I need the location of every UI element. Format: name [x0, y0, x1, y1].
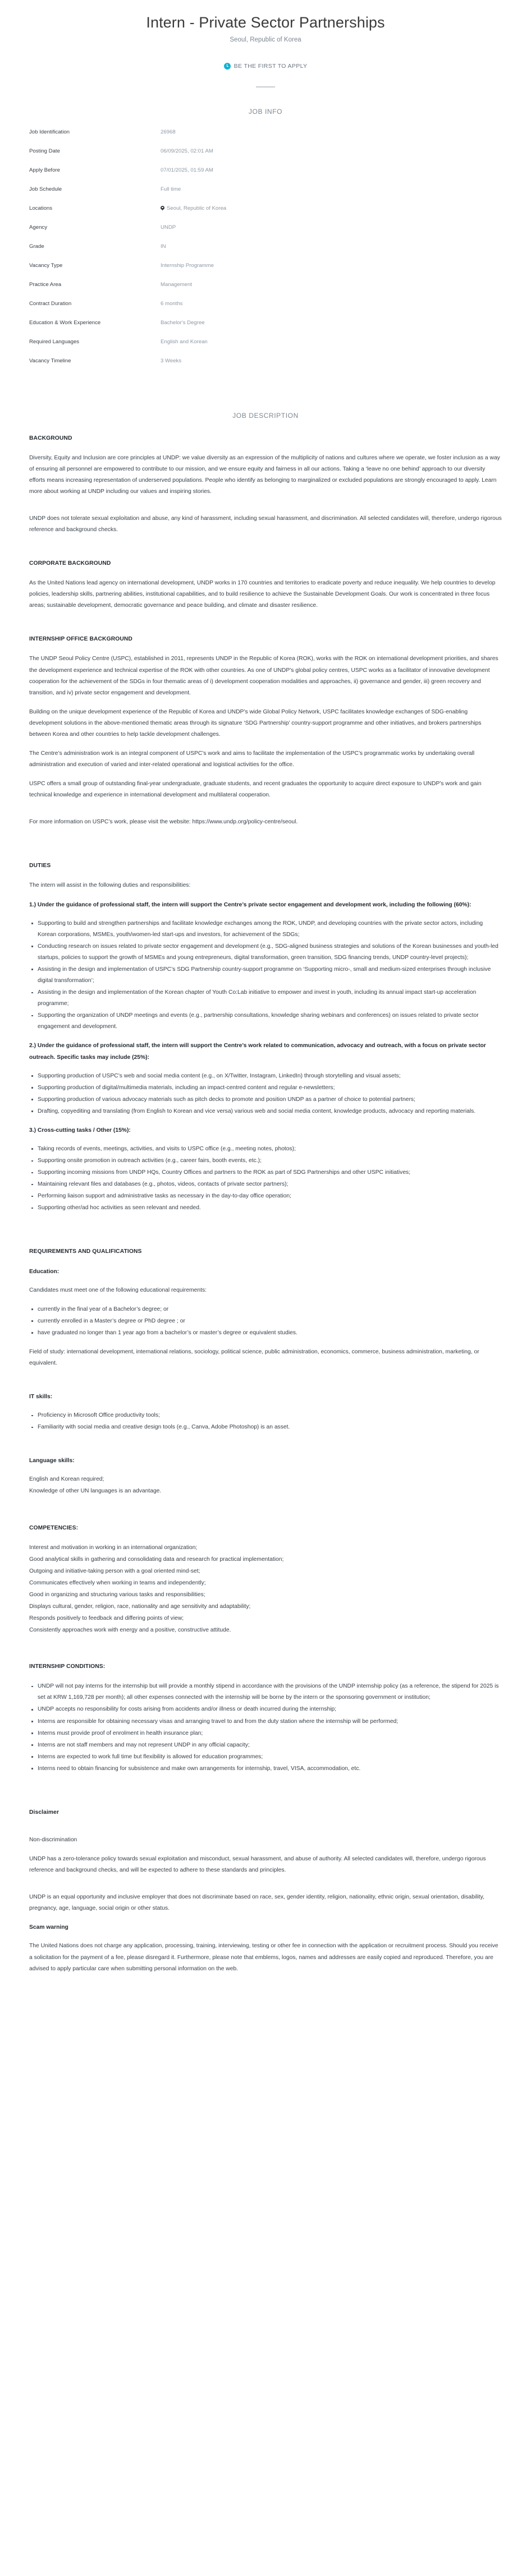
- job-info-label: Practice Area: [29, 281, 62, 288]
- internship-office-background-heading: INTERNSHIP OFFICE BACKGROUND: [29, 636, 132, 643]
- spacer: [29, 809, 502, 817]
- language-skills-line: Knowledge of other UN languages is an advantage.: [29, 1488, 162, 1495]
- job-info-value: English and Korean: [161, 338, 208, 345]
- job-info-value: IN: [161, 243, 166, 250]
- duties-heading: DUTIES: [29, 863, 51, 869]
- competencies-heading: COMPETENCIES:: [29, 1524, 79, 1531]
- duties-group-3-lead: 3.) Cross-cutting tasks / Other (15%):: [29, 1127, 131, 1133]
- internship-office-website-paragraph: For more information on USPC’s work, please visit the website: https://www.undp.org/policy-centre/seoul.: [29, 819, 298, 826]
- requirements-heading: REQUIREMENTS AND QUALIFICATIONS: [29, 1248, 142, 1255]
- internship-conditions-heading: INTERNSHIP CONDITIONS:: [29, 1663, 106, 1670]
- job-info-value: Bachelor's Degree: [161, 319, 205, 326]
- table-row: [29, 167, 502, 174]
- job-info-label: Education & Work Experience: [29, 319, 101, 326]
- spacer: [29, 1884, 502, 1892]
- job-info-heading: JOB INFO: [248, 107, 283, 116]
- competency-line: Interest and motivation in working in an international organization;: [29, 1544, 198, 1551]
- job-info-value: UNDP: [161, 224, 176, 231]
- background-heading: BACKGROUND: [29, 435, 72, 441]
- list-item: Assisting in the design and implementation of the Korean chapter of Youth Co:Lab initiative to empower and invest in youth, including its annual impact start-up acceleration programme;: [38, 987, 502, 1010]
- table-row: [29, 301, 502, 307]
- spacer: [29, 1827, 502, 1835]
- list-item: Drafting, copyediting and translating (from English to Korean and vice versa) various web and social media content, knowledge products, advocacy and reporting materials.: [38, 1106, 502, 1117]
- list-item: Supporting production of various advocacy materials such as pitch decks to promote and position UNDP as a partner of choice to potential partners;: [38, 1094, 502, 1105]
- list-item: Performing liaison support and administrative tasks as necessary in the day-to-day office operation;: [38, 1191, 502, 1202]
- competency-line: Displays cultural, gender, religion, race, nationality and age sensitivity and adaptability;: [29, 1603, 251, 1610]
- it-skills-list: [29, 1410, 502, 1433]
- job-info-label: Apply Before: [29, 167, 60, 173]
- hero-section: [0, 8, 531, 87]
- list-item: Interns are not staff members and may not represent UNDP in any official capacity;: [38, 1740, 502, 1751]
- job-info-value: Full time: [161, 186, 181, 192]
- spacer: [29, 1441, 502, 1455]
- duties-group-3-list: [29, 1144, 502, 1214]
- internship-office-paragraph: The UNDP Seoul Policy Centre (USPC), established in 2011, represents UNDP in the Republic of Korea (ROK), works with the ROK on international development priorities, and shares the development experience and technical expertise of the ROK with other countries. As one of UNDP’s global policy centres, USPC works as a facilitator of innovative development cooperation for the achievement of the SDGs in four thematic areas of i) development cooperation modalities and approaches, ii) governance and gender, iii) green recovery and transition, and iv) private sector engagement and development.: [29, 656, 498, 696]
- table-row: [29, 186, 502, 193]
- spacer: [29, 1222, 502, 1246]
- list-item: Supporting onsite promotion in outreach activities (e.g., career fairs, booth events, etc.);: [38, 1155, 502, 1167]
- internship-office-paragraph: USPC offers a small group of outstanding final-year undergraduate, graduate students, and recent graduates the opportunity to acquire direct exposure to UNDP’s work and gain technical knowledge and experience in international development and multilateral cooperation.: [29, 781, 482, 799]
- spacer: [29, 505, 502, 513]
- table-row: [29, 148, 502, 155]
- list-item: Interns must provide proof of enrolment in health insurance plan;: [38, 1728, 502, 1739]
- competency-line: Outgoing and initiative-taking person with a goal oriented mind-set;: [29, 1568, 200, 1574]
- job-info-value: 26968: [161, 128, 176, 135]
- spacer: [29, 836, 502, 860]
- background-paragraph: UNDP does not tolerate sexual exploitation and abuse, any kind of harassment, including sexual harassment, and discrimination. All selected candidates will, therefore, undergo rigorous reference and background checks.: [29, 515, 502, 533]
- competency-line: Communicates effectively when working in teams and independently;: [29, 1579, 206, 1586]
- list-item: Assisting in the design and implementation of USPC’s SDG Partnership country-support programme on ‘Supporting micro-, small and medium-sized enterprises through inclusive digital transformation’;: [38, 964, 502, 987]
- duties-group-2-lead: 2.) Under the guidance of professional staff, the intern will support the Centre’s work related to communication, advocacy and outreach, with a focus on private sector outreach. Specific tasks may include (25%):: [29, 1043, 486, 1061]
- internship-office-paragraph: Building on the unique development experience of the Republic of Korea and UNDP’s wide Global Policy Network, USPC facilitates knowledge exchanges of SDG-enabling development solutions in the above-mentioned thematic areas through its signature ‘SDG Partnership’ country-support programme and other initiatives, and brokers partnerships between Korea and other countries to help tackle development challenges.: [29, 708, 482, 738]
- it-skills-heading: IT skills:: [29, 1394, 53, 1400]
- table-row: [29, 224, 502, 231]
- spacer: [29, 543, 502, 558]
- list-item: Conducting research on issues related to private sector engagement and development (e.g., SDG-aligned business strategies and solutions of the Korean businesses and youth-led startups, policies to support the growth of MSMEs and young entrepreneurs, digital transformation, green transition, SDG financing trends, UNDP country-level projects);: [38, 941, 502, 964]
- disclaimer-heading: Disclaimer: [29, 1809, 59, 1815]
- list-item: Supporting production of USPC’s web and social media content (e.g., on X/Twitter, Instagram, LinkedIn) through storytelling and visual assets;: [38, 1071, 502, 1082]
- competency-line: Good in organizing and structuring various tasks and responsibilities;: [29, 1591, 205, 1598]
- list-item: Supporting to build and strengthen partnerships and facilitate knowledge exchanges among the ROK, UNDP, and developing countries with the private sector actors, including Korean corporations, MSMEs, youth/women-led start-ups and investors, for achievement of the SDGs;: [38, 918, 502, 941]
- hero-divider: [256, 86, 275, 87]
- spacer: [0, 377, 531, 412]
- job-info-label: Contract Duration: [29, 300, 72, 307]
- duties-group-2-list: [29, 1071, 502, 1117]
- job-info-label: Posting Date: [29, 148, 60, 154]
- list-item: currently in the final year of a Bachelor’s degree; or: [38, 1304, 502, 1315]
- list-item: Interns are responsible for obtaining necessary visas and arranging travel to and from the duty station where the internship will be performed;: [38, 1716, 502, 1727]
- spacer: [29, 1637, 502, 1661]
- list-item: Supporting production of digital/multimedia materials, including an impact-centred content and regular e-newsletters;: [38, 1082, 502, 1094]
- table-row: [29, 129, 502, 136]
- table-row: [29, 320, 502, 326]
- job-info-value: Seoul, Republic of Korea: [167, 205, 227, 211]
- non-discrimination-paragraph: UNDP is an equal opportunity and inclusive employer that does not discriminate based on race, sex, gender identity, religion, nationality, ethnic origin, sexual orientation, disability, pregnancy, age, language, social origin or other status.: [29, 1894, 484, 1912]
- duties-group-1-list: [29, 918, 502, 1033]
- list-item: Supporting other/ad hoc activities as seen relevant and needed.: [38, 1202, 502, 1214]
- job-info-value: 6 months: [161, 300, 183, 307]
- non-discrimination-paragraph: UNDP has a zero-tolerance policy towards sexual exploitation and misconduct, sexual harassment, and abuse of authority. All selected candidates will, therefore, undergo rigorous reference and background checks, and will be expected to adhere to these standards and principles.: [29, 1856, 486, 1874]
- background-paragraph: Diversity, Equity and Inclusion are core principles at UNDP: we value diversity as an expression of the multiplicity of nations and cultures where we operate, we foster inclusion as a way of ensuring all personnel are empowered to contribute to our mission, and we ensure equity and fairness in all our actions. Taking a ‘leave no one behind’ approach to our diversity efforts means increasing representation of underserved populations. People who identify as belonging to marginalized or excluded populations are strongly encouraged to apply. Learn more about working at UNDP including our values and inspiring stories.: [29, 454, 500, 495]
- internship-conditions-list: [29, 1681, 502, 1775]
- job-description-heading: JOB DESCRIPTION: [232, 411, 299, 420]
- competency-line: Good analytical skills in gathering and consolidating data and research for practical implementation;: [29, 1556, 284, 1563]
- table-row: [29, 243, 502, 250]
- job-info-value: 3 Weeks: [161, 357, 182, 364]
- job-info-label: Vacancy Timeline: [29, 357, 71, 364]
- internship-office-paragraph: The Centre’s administration work is an integral component of USPC’s work and aims to facilitate the implementation of the USPC’s programmatic works by undertaking overall administration and execution of varied and inter-related operational and logistical activities for the office.: [29, 750, 475, 768]
- job-info-label: Grade: [29, 243, 44, 250]
- table-row: [29, 262, 502, 269]
- language-skills-heading: Language skills:: [29, 1458, 75, 1464]
- education-heading: Education:: [29, 1268, 59, 1275]
- list-item: Taking records of events, meetings, activities, and visits to USPC office (e.g., meeting notes, photos);: [38, 1144, 502, 1155]
- language-skills-line: English and Korean required;: [29, 1476, 104, 1483]
- list-item: Interns need to obtain financing for subsistence and make own arrangements for internship, travel, VISA, accommodation, etc.: [38, 1763, 502, 1775]
- spacer: [29, 1782, 502, 1807]
- spacer: [29, 1983, 502, 1997]
- job-info-value: Internship Programme: [161, 262, 214, 269]
- job-info-value: Management: [161, 281, 192, 288]
- list-item: Supporting incoming missions from UNDP HQs, Country Offices and partners to the ROK as part of SDG Partnerships and other USPC initiatives;: [38, 1167, 502, 1178]
- job-info-label: Agency: [29, 224, 47, 231]
- clock-icon: [224, 63, 231, 70]
- list-item: have graduated no longer than 1 year ago from a bachelor’s or master’s degree or equivalent studies.: [38, 1328, 502, 1339]
- be-first-to-apply-badge: [224, 63, 308, 70]
- job-info-label: Locations: [29, 205, 53, 211]
- job-info-label: Job Schedule: [29, 186, 62, 192]
- list-item: Supporting the organization of UNDP meetings and events (e.g., partnership consultations, knowledge sharing webinars and conferences) on issues related to private sector engagement and development.: [38, 1010, 502, 1033]
- table-row: [29, 358, 502, 365]
- job-info-table: [0, 129, 531, 365]
- list-item: Maintaining relevant files and databases (e.g., photos, videos, contacts of private sector partners);: [38, 1179, 502, 1190]
- spacer: [29, 1498, 502, 1523]
- list-item: UNDP accepts no responsibility for costs arising from accidents and/or illness or death incurred during the internship;: [38, 1704, 502, 1715]
- spacer: [29, 619, 502, 634]
- list-item: Familiarity with social media and creative design tools (e.g., Canva, Adobe Photoshop) is an asset.: [38, 1422, 502, 1433]
- scam-warning-paragraph: The United Nations does not charge any application, processing, training, interviewing, testing or other fee in connection with the application or recruitment process. Should you receive a solicitation for the payment of a fee, please disregard it. Furthermore, please note that emblems, logos, names and addresses are easily copied and reproduced. Therefore, you are advised to apply particular care when submitting personal information on the web.: [29, 1943, 498, 1972]
- job-info-label: Required Languages: [29, 338, 80, 345]
- competencies-list: [29, 1542, 502, 1637]
- competency-line: Consistently approaches work with energy and a positive, constructive attitude.: [29, 1627, 231, 1634]
- education-list: [29, 1304, 502, 1339]
- be-first-to-apply-label: BE THE FIRST TO APPLY: [234, 62, 308, 70]
- list-item: Interns are expected to work full time but flexibility is allowed for education programmes;: [38, 1752, 502, 1763]
- spacer: [29, 1377, 502, 1391]
- corporate-background-heading: CORPORATE BACKGROUND: [29, 560, 111, 567]
- job-info-label: Job Identification: [29, 128, 70, 135]
- corporate-background-paragraph: As the United Nations lead agency on international development, UNDP works in 170 countries and territories to eradicate poverty and reduce inequality. We help countries to develop policies, leadership skills, partnering abilities, institutional capabilities, and to build resilience to achieve the Sustainable Development Goals. Our work is concentrated in three focus areas; sustainable development, democratic governance and peace building, and climate and disaster resilience.: [29, 580, 496, 609]
- table-row: [29, 339, 502, 345]
- scam-warning-heading: Scam warning: [29, 1924, 68, 1931]
- page-title: Intern - Private Sector Partnerships: [146, 14, 385, 31]
- non-discrimination-heading: Non-discrimination: [29, 1837, 77, 1844]
- list-item: Proficiency in Microsoft Office productivity tools;: [38, 1410, 502, 1421]
- table-row: [29, 205, 502, 212]
- hero-location: Seoul, Republic of Korea: [230, 36, 301, 43]
- job-description-body: [0, 433, 531, 1997]
- duties-group-1-lead: 1.) Under the guidance of professional staff, the intern will support the Centre’s private sector engagement and development work, including the following (60%):: [29, 901, 472, 908]
- list-item: currently enrolled in a Master’s degree or PhD degree ; or: [38, 1316, 502, 1327]
- language-skills-list: [29, 1474, 502, 1497]
- location-pin-icon: [161, 206, 164, 211]
- education-field-of-study: Field of study: international development, international relations, sociology, political science, public administration, economics, commerce, business administration, marketing, or equivalent.: [29, 1348, 479, 1366]
- job-info-value: 06/09/2025, 02:01 AM: [161, 148, 213, 154]
- duties-intro: The intern will assist in the following duties and responsibilities:: [29, 882, 191, 889]
- table-row: [29, 282, 502, 288]
- list-item: UNDP will not pay interns for the internship but will provide a monthly stipend in accordance with the provisions of the UNDP internship policy (as a reference, the stipend for 2025 is set at KRW 1,169,728 per month); all other expenses connected with the internship will be borne by the intern or the sponsoring government or institution;: [38, 1681, 502, 1703]
- competency-line: Responds positively to feedback and differing points of view;: [29, 1615, 184, 1622]
- job-info-label: Vacancy Type: [29, 262, 63, 269]
- education-intro: Candidates must meet one of the following educational requirements:: [29, 1287, 207, 1293]
- job-info-value-locations: [161, 205, 226, 212]
- job-info-value: 07/01/2025, 01:59 AM: [161, 167, 213, 173]
